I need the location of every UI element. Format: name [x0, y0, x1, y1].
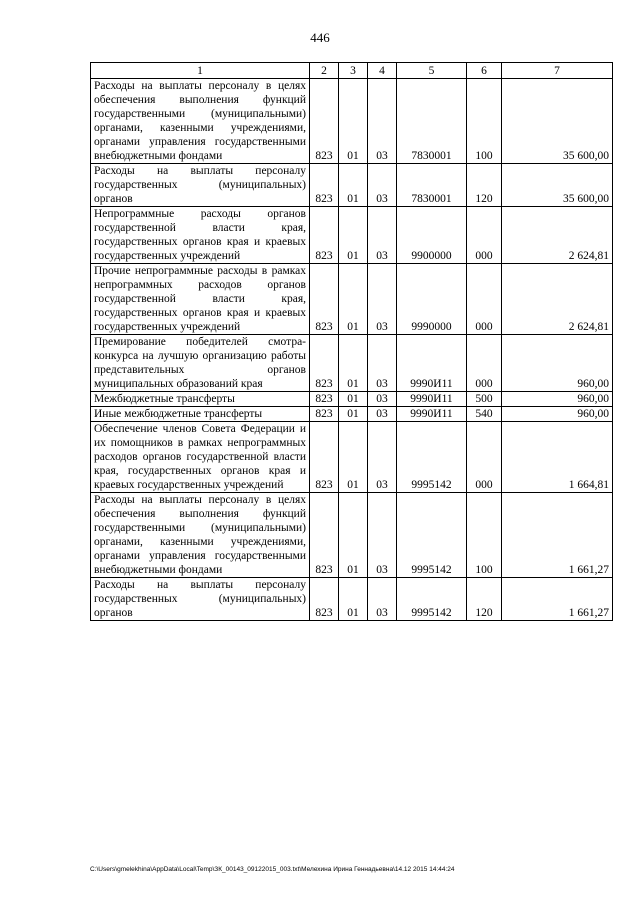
row-name: Обеспечение членов Совета Федерации и их помощников в рамках непрограммных расходов органов государственной власти края, государственных органов края и краевых государственных учреждений — [91, 422, 310, 493]
row-rz: 01 — [339, 422, 368, 493]
table-row — [91, 407, 613, 422]
row-name: Расходы на выплаты персоналу государственных (муниципальных) органов — [91, 578, 310, 621]
row-name: Премирование победителей смотра-конкурса на лучшую организацию работы представительных органов муниципальных образований края — [91, 335, 310, 392]
row-grbs: 823 — [310, 578, 339, 621]
row-amount: 1 661,27 — [502, 493, 613, 578]
header-col-2: 2 — [310, 63, 339, 79]
row-amount: 1 664,81 — [502, 422, 613, 493]
row-amount: 960,00 — [502, 407, 613, 422]
header-col-6: 6 — [467, 63, 502, 79]
page-number: 446 — [310, 30, 330, 45]
row-grbs: 823 — [310, 164, 339, 207]
row-csr: 9990И11 — [397, 335, 467, 392]
row-csr: 9990000 — [397, 264, 467, 335]
header-row — [91, 63, 613, 79]
row-grbs: 823 — [310, 407, 339, 422]
row-grbs: 823 — [310, 392, 339, 407]
row-vr: 500 — [467, 392, 502, 407]
row-pr: 03 — [368, 422, 397, 493]
row-name: Непрограммные расходы органов государственной власти края, государственных органов края и краевых государственных учреждений — [91, 207, 310, 264]
row-vr: 100 — [467, 493, 502, 578]
table-row — [91, 392, 613, 407]
row-name: Расходы на выплаты персоналу государственных (муниципальных) органов — [91, 164, 310, 207]
row-amount: 2 624,81 — [502, 207, 613, 264]
header-col-7: 7 — [502, 63, 613, 79]
row-vr: 540 — [467, 407, 502, 422]
row-grbs: 823 — [310, 493, 339, 578]
row-csr: 7830001 — [397, 164, 467, 207]
row-vr: 000 — [467, 207, 502, 264]
table-row — [91, 79, 613, 164]
row-grbs: 823 — [310, 335, 339, 392]
table-row — [91, 422, 613, 493]
row-pr: 03 — [368, 392, 397, 407]
row-grbs: 823 — [310, 207, 339, 264]
row-rz: 01 — [339, 264, 368, 335]
row-name: Расходы на выплаты персоналу в целях обеспечения выполнения функций государственными (муниципальными) органами, казенными учреждениями, органами управления государственными внебюджетными фондами — [91, 493, 310, 578]
row-pr: 03 — [368, 335, 397, 392]
row-rz: 01 — [339, 207, 368, 264]
table-row — [91, 164, 613, 207]
table-row — [91, 264, 613, 335]
row-amount: 35 600,00 — [502, 79, 613, 164]
row-vr: 000 — [467, 422, 502, 493]
row-name: Иные межбюджетные трансферты — [91, 407, 310, 422]
row-amount: 35 600,00 — [502, 164, 613, 207]
header-col-4: 4 — [368, 63, 397, 79]
table-row — [91, 335, 613, 392]
row-rz: 01 — [339, 493, 368, 578]
row-pr: 03 — [368, 578, 397, 621]
row-csr: 7830001 — [397, 79, 467, 164]
row-csr: 9995142 — [397, 422, 467, 493]
row-name: Прочие непрограммные расходы в рамках непрограммных расходов органов государственной власти края, государственных органов края и краевых государственных учреждений — [91, 264, 310, 335]
table-row — [91, 493, 613, 578]
row-rz: 01 — [339, 79, 368, 164]
header-col-3: 3 — [339, 63, 368, 79]
table-row — [91, 207, 613, 264]
row-vr: 000 — [467, 264, 502, 335]
row-rz: 01 — [339, 578, 368, 621]
row-pr: 03 — [368, 207, 397, 264]
row-pr: 03 — [368, 164, 397, 207]
row-csr: 9900000 — [397, 207, 467, 264]
row-vr: 000 — [467, 335, 502, 392]
row-grbs: 823 — [310, 422, 339, 493]
row-amount: 960,00 — [502, 335, 613, 392]
table-row — [91, 578, 613, 621]
row-grbs: 823 — [310, 79, 339, 164]
row-amount: 1 661,27 — [502, 578, 613, 621]
row-name: Расходы на выплаты персоналу в целях обеспечения выполнения функций государственными (муниципальными) органами, казенными учреждениями, органами управления государственными внебюджетными фондами — [91, 79, 310, 164]
row-vr: 100 — [467, 79, 502, 164]
row-rz: 01 — [339, 335, 368, 392]
row-rz: 01 — [339, 407, 368, 422]
budget-table — [90, 62, 613, 621]
row-csr: 9990И11 — [397, 392, 467, 407]
row-amount: 2 624,81 — [502, 264, 613, 335]
row-csr: 9990И11 — [397, 407, 467, 422]
row-name: Межбюджетные трансферты — [91, 392, 310, 407]
row-csr: 9995142 — [397, 578, 467, 621]
row-vr: 120 — [467, 578, 502, 621]
header-col-1: 1 — [91, 63, 310, 79]
row-pr: 03 — [368, 79, 397, 164]
row-rz: 01 — [339, 392, 368, 407]
row-grbs: 823 — [310, 264, 339, 335]
row-amount: 960,00 — [502, 392, 613, 407]
row-rz: 01 — [339, 164, 368, 207]
row-vr: 120 — [467, 164, 502, 207]
footer-file-path: C:\Users\gmelekhina\AppData\Local\Temp\ЗК_00143_09122015_003.txt\Мелехина Ирина Геннадьевна\14.12 2015 14:44:24 — [90, 866, 455, 873]
row-pr: 03 — [368, 407, 397, 422]
header-col-5: 5 — [397, 63, 467, 79]
row-pr: 03 — [368, 493, 397, 578]
row-pr: 03 — [368, 264, 397, 335]
row-csr: 9995142 — [397, 493, 467, 578]
